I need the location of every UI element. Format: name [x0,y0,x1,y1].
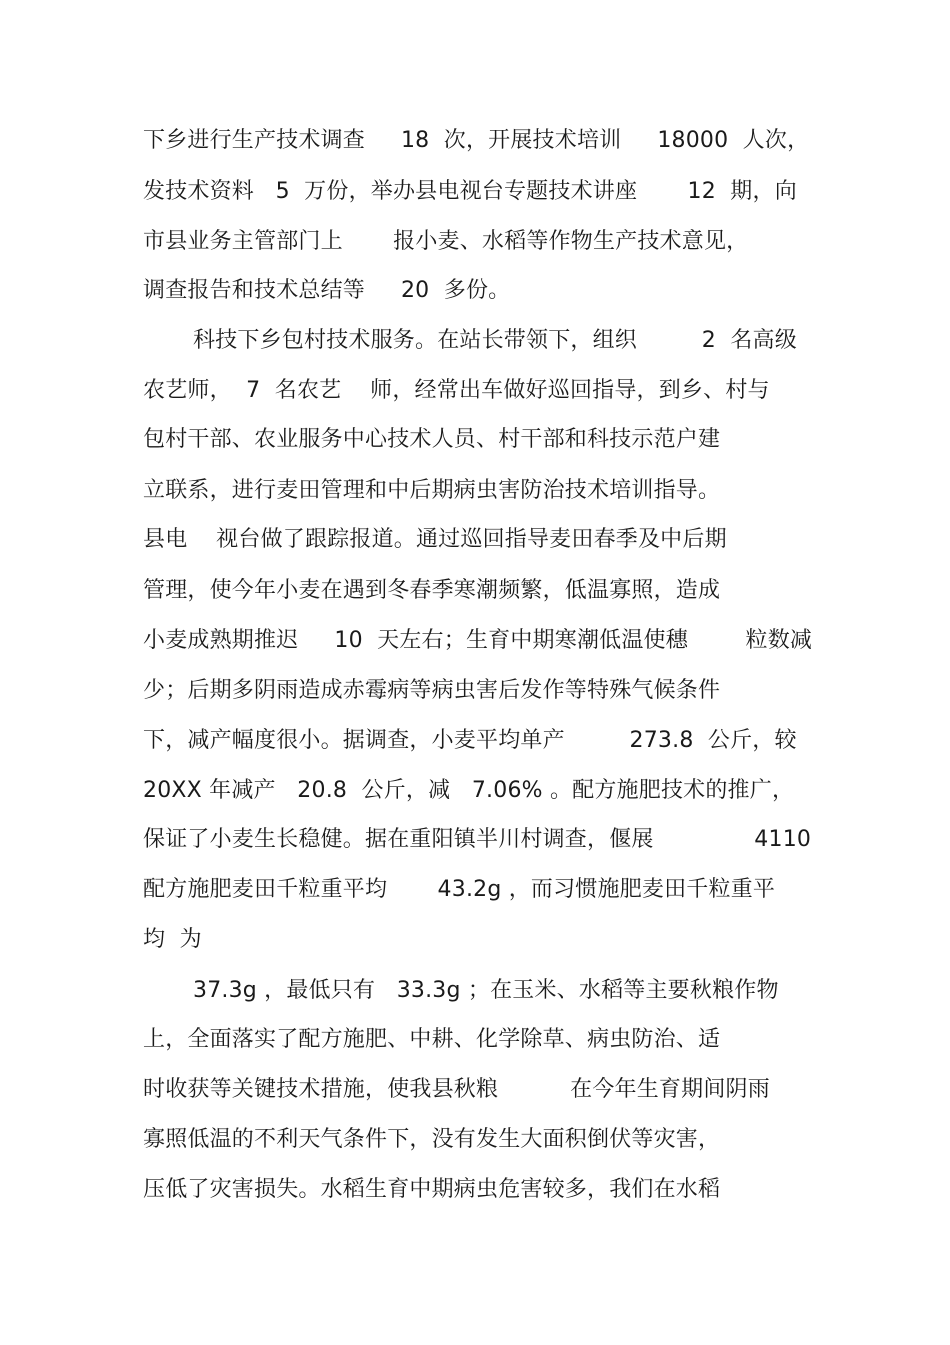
text-line: 下，减产幅度很小。据调查，小麦平均单产 273.8 公斤，较 [143,728,797,753]
text-line: 包村干部、农业服务中心技术人员、村干部和科技示范户建 [143,427,721,452]
text-line: 小麦成熟期推迟 10 天左右；生育中期寒潮低温使穗 粒数减 [143,628,813,653]
text-line: 均 为 [143,927,202,952]
text-line: 37.3g ，最低只有 33.3g ；在玉米、水稻等主要秋粮作物 [193,978,779,1003]
text-line: 压低了灾害损失。水稻生育中期病虫危害较多，我们在水稻 [143,1177,721,1202]
text-line: 时收获等关键技术措施，使我县秋粮 在今年生育期间阴雨 [143,1077,770,1102]
text-line: 下乡进行生产技术调查 18 次，开展技术培训 18000 人次， [143,128,810,153]
text-line: 寡照低温的不利天气条件下，没有发生大面积倒伏等灾害， [143,1127,721,1152]
text-line: 20XX 年减产 20.8 公斤，减 7.06% 。配方施肥技术的推广， [143,778,795,803]
text-line: 管理，使今年小麦在遇到冬春季寒潮频繁，低温寡照，造成 [143,578,721,603]
text-line: 配方施肥麦田千粒重平均 43.2g ，而习惯施肥麦田千粒重平 [143,877,776,902]
text-line: 少；后期多阴雨造成赤霉病等病虫害后发作等特殊气候条件 [143,678,721,703]
text-line: 县电 视台做了跟踪报道。通过巡回指导麦田春季及中后期 [143,527,727,552]
text-line: 立联系，进行麦田管理和中后期病虫害防治技术培训指导。 [143,478,721,503]
text-line: 科技下乡包村技术服务。在站长带领下，组织 2 名高级 [193,328,797,353]
text-line: 保证了小麦生长稳健。据在重阳镇半川村调查，偃展 4110 [143,827,812,852]
text-line: 上，全面落实了配方施肥、中耕、化学除草、病虫防治、适 [143,1027,721,1052]
text-line: 发技术资料 5 万份，举办县电视台专题技术讲座 12 期，向 [143,179,797,204]
text-line: 调查报告和技术总结等 20 多份。 [143,278,511,303]
text-line: 农艺师， 7 名农艺 师，经常出车做好巡回指导，到乡、村与 [143,378,770,403]
text-line: 市县业务主管部门上 报小麦、水稻等作物生产技术意见， [143,229,749,254]
